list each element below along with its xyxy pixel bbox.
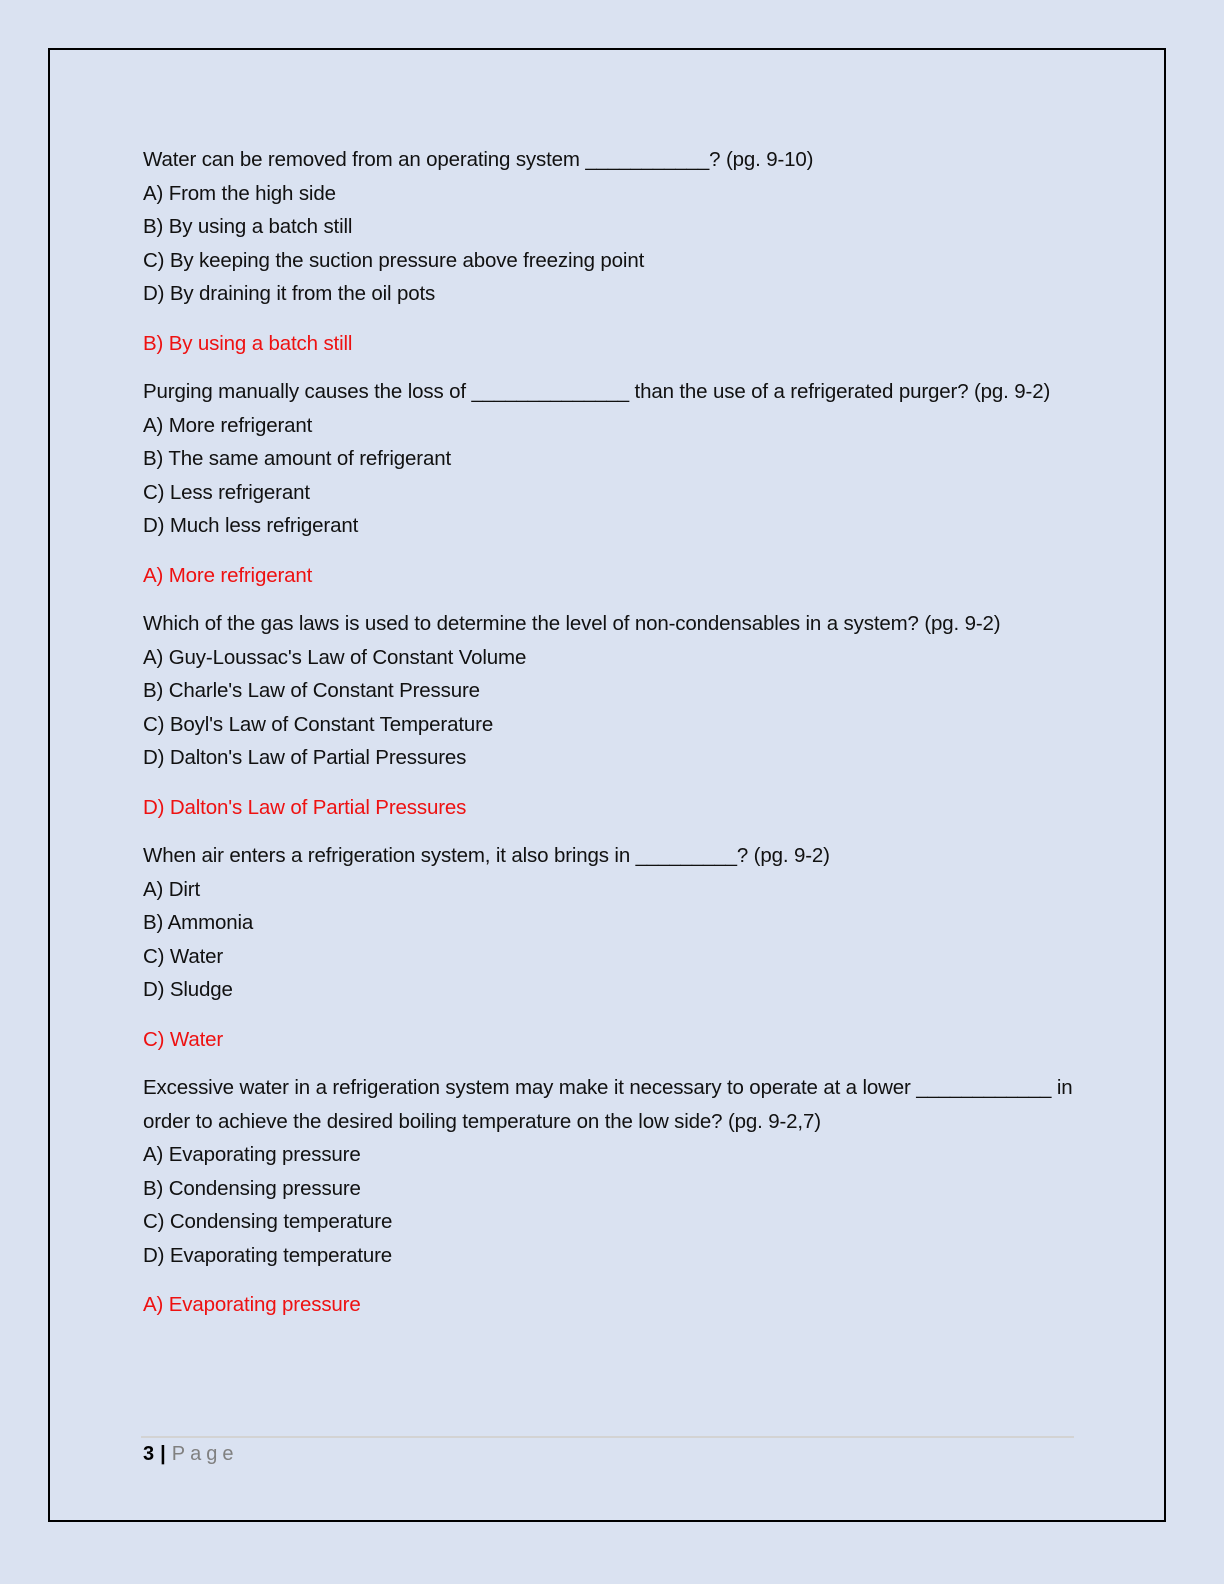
option-a: A) From the high side (143, 181, 336, 205)
option-a: A) More refrigerant (143, 413, 313, 437)
correct-answer: A) Evaporating pressure (143, 1293, 361, 1316)
question-text: Which of the gas laws is used to determine the level of non-condensables in a system? (pg. 9-2) (143, 612, 1001, 635)
option-c: C) Condensing temperature (143, 1210, 393, 1233)
option-c: C) Boyl's Law of Constant Temperature (143, 712, 494, 736)
option-d: D) Sludge (143, 978, 233, 1001)
question-block (143, 375, 1078, 592)
option-d: D) Evaporating temperature (143, 1243, 393, 1267)
question-text: Purging manually causes the loss of ______________ than the use of a refrigerated purger? (pg. 9-2) (143, 380, 1051, 403)
option-d: D) Much less refrigerant (143, 514, 359, 537)
option-b: B) By using a batch still (143, 215, 353, 238)
correct-answer: D) Dalton's Law of Partial Pressures (143, 795, 467, 819)
option-c: C) By keeping the suction pressure above freezing point (143, 248, 645, 272)
option-b: B) Condensing pressure (143, 1176, 361, 1200)
option-a: A) Dirt (143, 877, 201, 901)
footer-divider (141, 1436, 1074, 1438)
page-footer (143, 1440, 238, 1468)
question-block (143, 1071, 1078, 1322)
option-a: A) Evaporating pressure (143, 1143, 361, 1166)
page-label: Page (171, 1443, 239, 1465)
option-a: A) Guy-Loussac's Law of Constant Volume (143, 645, 527, 669)
option-c: C) Water (143, 944, 224, 968)
correct-answer: A) More refrigerant (143, 563, 313, 587)
option-d: D) Dalton's Law of Partial Pressures (143, 746, 467, 769)
correct-answer: B) By using a batch still (143, 331, 353, 355)
option-b: B) The same amount of refrigerant (143, 447, 452, 470)
option-b: B) Ammonia (143, 911, 254, 934)
document-body (143, 143, 1078, 1337)
question-block (143, 607, 1078, 824)
correct-answer: C) Water (143, 1027, 224, 1051)
option-c: C) Less refrigerant (143, 480, 310, 504)
option-d: D) By draining it from the oil pots (143, 282, 436, 305)
option-b: B) Charle's Law of Constant Pressure (143, 679, 480, 702)
question-block (143, 839, 1078, 1056)
page-separator: | (160, 1443, 166, 1465)
question-text: Excessive water in a refrigeration system may make it necessary to operate at a lower ____________ in order to achieve the desired boiling temperature on the low side? (pg. 9-2,7) (143, 1076, 1073, 1133)
question-block (143, 143, 1078, 360)
question-text: Water can be removed from an operating system ___________? (pg. 9-10) (143, 148, 814, 171)
question-text: When air enters a refrigeration system, it also brings in _________? (pg. 9-2) (143, 844, 830, 867)
page-number: 3 (143, 1443, 155, 1465)
